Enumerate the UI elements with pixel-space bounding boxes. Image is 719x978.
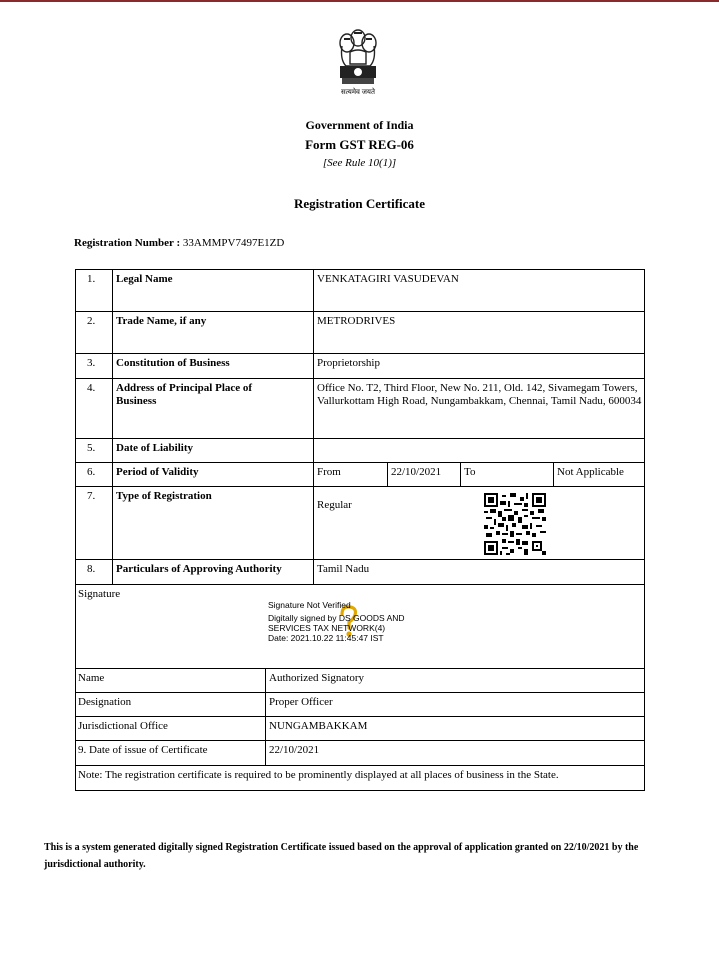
address-label: Address of Principal Place of Business xyxy=(112,378,314,439)
signature-label: Signature xyxy=(78,588,121,600)
legal-name-value: VENKATAGIRI VASUDEVAN xyxy=(313,269,645,312)
registration-number-label: Registration Number : xyxy=(74,237,181,249)
liability-date-value xyxy=(313,438,645,463)
approving-authority-value: Tamil Nadu xyxy=(313,559,645,585)
trade-name-value: METRODRIVES xyxy=(313,311,645,354)
issue-date-label: 9. Date of issue of Certificate xyxy=(75,740,266,766)
emblem-motto: सत्यमेव जयते xyxy=(341,88,375,96)
registration-type-value: Regular xyxy=(313,486,645,560)
name-value: Authorized Signatory xyxy=(265,668,645,693)
validity-label: Period of Validity xyxy=(112,462,314,487)
signature-date: Date: 2021.10.22 11:45:47 IST xyxy=(268,633,384,643)
row-number: 5. xyxy=(75,438,113,463)
validity-from-label: From xyxy=(313,462,388,487)
issue-date-value: 22/10/2021 xyxy=(265,740,645,766)
rule-reference: [See Rule 10(1)] xyxy=(322,157,397,169)
form-heading: Form GST REG-06 xyxy=(305,137,414,152)
top-border-line xyxy=(0,0,719,2)
jurisdictional-office-label: Jurisdictional Office xyxy=(75,716,266,741)
qr-code xyxy=(484,493,546,555)
row-number: 6. xyxy=(75,462,113,487)
jurisdictional-office-value: NUNGAMBAKKAM xyxy=(265,716,645,741)
validity-from-value: 22/10/2021 xyxy=(387,462,461,487)
digital-signature-block xyxy=(268,600,405,643)
row-number: 1. xyxy=(75,269,113,312)
liability-date-label: Date of Liability xyxy=(112,438,314,463)
row-number: 3. xyxy=(75,353,113,379)
validity-to-value: Not Applicable xyxy=(553,462,645,487)
signature-status: Signature Not Verified xyxy=(268,600,351,610)
page-title: Registration Certificate xyxy=(293,196,426,211)
designation-label: Designation xyxy=(75,692,266,717)
constitution-label: Constitution of Business xyxy=(112,353,314,379)
row-number: 4. xyxy=(75,378,113,439)
registration-number xyxy=(74,237,284,249)
row-number: 2. xyxy=(75,311,113,354)
trade-name-label: Trade Name, if any xyxy=(112,311,314,354)
row-number: 8. xyxy=(75,559,113,585)
legal-name-label: Legal Name xyxy=(112,269,314,312)
signature-signer-org: SERVICES TAX NETWORK(4) xyxy=(268,623,386,633)
approving-authority-label: Particulars of Approving Authority xyxy=(112,559,314,585)
note: Note: The registration certificate is required to be prominently displayed at all places of business in the State. xyxy=(75,765,645,791)
registration-number-value: 33AMMPV7497E1ZD xyxy=(182,237,285,249)
row-number: 7. xyxy=(75,486,113,560)
address-value: Office No. T2, Third Floor, New No. 211, Old. 142, Sivamegam Towers, Vallurkottam High Road, Nungambakkam, Chennai, Tamil Nadu, 600034 xyxy=(313,378,645,439)
footer-statement: This is a system generated digitally signed Registration Certificate issued based on the approval of application granted on 22/10/2021 by the jurisdictional authority. xyxy=(44,842,639,870)
registration-type-label: Type of Registration xyxy=(112,486,314,560)
constitution-value: Proprietorship xyxy=(313,353,645,379)
designation-value: Proper Officer xyxy=(265,692,645,717)
signature-signer: Digitally signed by DS GOODS AND xyxy=(268,613,405,623)
government-heading: Government of India xyxy=(305,118,414,132)
name-label: Name xyxy=(75,668,266,693)
validity-to-label: To xyxy=(460,462,554,487)
